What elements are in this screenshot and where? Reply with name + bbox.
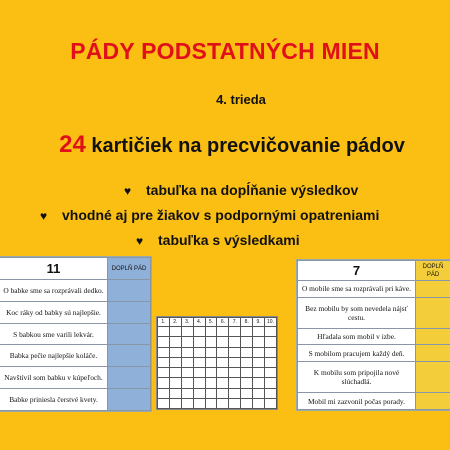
grid-cell[interactable]: [253, 368, 265, 378]
grid-cell[interactable]: [205, 347, 217, 357]
page-title: PÁDY PODSTATNÝCH MIEN: [70, 38, 380, 64]
grid-cell[interactable]: [241, 378, 253, 388]
grid-cell[interactable]: [217, 347, 229, 357]
grid-cell[interactable]: [158, 337, 170, 347]
card-right: [296, 259, 450, 411]
heart-icon: ♥: [136, 234, 144, 248]
answer-cell[interactable]: [108, 367, 151, 389]
grid-header: 8.: [241, 318, 253, 327]
grid-cell[interactable]: [181, 347, 193, 357]
grid-cell[interactable]: [241, 368, 253, 378]
grid-cell[interactable]: [241, 327, 253, 337]
grid-cell[interactable]: [241, 357, 253, 367]
sentence: Hľadala som mobil v izbe.: [298, 328, 416, 345]
grid-header: 6.: [217, 318, 229, 327]
grid-cell[interactable]: [265, 378, 277, 388]
grid-cell[interactable]: [229, 368, 241, 378]
sentence: Navštívil som babku v kúpeľoch.: [0, 367, 108, 389]
bullet-text: vhodné aj pre žiakov s podpornými opatreniami: [62, 207, 380, 223]
grid-cell[interactable]: [205, 337, 217, 347]
grid-cell[interactable]: [229, 398, 241, 408]
sentence: Babka pečie najlepšie koláče.: [0, 345, 108, 367]
grid-cell[interactable]: [265, 368, 277, 378]
grid-cell[interactable]: [193, 398, 205, 408]
grid-cell[interactable]: [181, 378, 193, 388]
grid-cell[interactable]: [241, 337, 253, 347]
card-number: 7: [298, 261, 416, 281]
grid-cell[interactable]: [158, 327, 170, 337]
answer-cell[interactable]: [416, 362, 450, 393]
sentence: O babke sme sa rozprávali dedko.: [0, 280, 108, 302]
answer-cell[interactable]: [416, 297, 450, 328]
grid-cell[interactable]: [193, 388, 205, 398]
fill-case-header: DOPLŇ PÁD: [416, 261, 450, 281]
grid-cell[interactable]: [181, 337, 193, 347]
grid-header: 3.: [181, 318, 193, 327]
grid-cell[interactable]: [241, 388, 253, 398]
grid-cell[interactable]: [265, 388, 277, 398]
grid-header: 9.: [253, 318, 265, 327]
grid-cell[interactable]: [205, 388, 217, 398]
heart-icon: ♥: [124, 184, 132, 198]
grid-cell[interactable]: [193, 378, 205, 388]
grid-cell[interactable]: [205, 398, 217, 408]
answer-cell[interactable]: [416, 328, 450, 345]
card-number: 11: [0, 258, 108, 280]
grid-cell[interactable]: [217, 378, 229, 388]
card-count: 24: [59, 131, 86, 158]
grid-cell[interactable]: [229, 388, 241, 398]
answer-cell[interactable]: [108, 280, 151, 302]
sentence: Koc ráky od babky sú najlepšie.: [0, 301, 108, 323]
answer-cell[interactable]: [108, 301, 151, 323]
headline-text: kartičiek na precvičovanie pádov: [91, 135, 405, 157]
grid-cell[interactable]: [193, 347, 205, 357]
grid-cell[interactable]: [217, 327, 229, 337]
grid-cell[interactable]: [265, 357, 277, 367]
grid-header: 5.: [205, 318, 217, 327]
grid-cell[interactable]: [158, 357, 170, 367]
answer-cell[interactable]: [108, 323, 151, 345]
grid-cell[interactable]: [217, 357, 229, 367]
grid-cell[interactable]: [253, 337, 265, 347]
grid-cell[interactable]: [265, 398, 277, 408]
grid-cell[interactable]: [217, 398, 229, 408]
grid-cell[interactable]: [169, 357, 181, 367]
grid-header: 7.: [229, 318, 241, 327]
sentence: O mobile sme sa rozprávali pri káve.: [298, 281, 416, 298]
grid-cell[interactable]: [241, 347, 253, 357]
grid-cell[interactable]: [181, 357, 193, 367]
grid-cell[interactable]: [158, 347, 170, 357]
grid-cell[interactable]: [181, 368, 193, 378]
grid-cell[interactable]: [181, 398, 193, 408]
results-grid: [156, 316, 278, 410]
grid-cell[interactable]: [253, 398, 265, 408]
sentence: Bez mobilu by som nevedela nájsť cestu.: [298, 297, 416, 328]
bullet-text: tabuľka s výsledkami: [158, 232, 300, 248]
grid-header: 1.: [158, 318, 170, 327]
grid-cell[interactable]: [205, 327, 217, 337]
grid-cell[interactable]: [253, 388, 265, 398]
grid-cell[interactable]: [253, 327, 265, 337]
grid-cell[interactable]: [193, 357, 205, 367]
grid-cell[interactable]: [205, 357, 217, 367]
grid-cell[interactable]: [158, 368, 170, 378]
bullet-text: tabuľka na dopĺňanie výsledkov: [146, 182, 359, 198]
bullet-item: [124, 182, 358, 198]
grid-cell[interactable]: [181, 388, 193, 398]
grid-cell[interactable]: [169, 337, 181, 347]
grid-cell[interactable]: [205, 368, 217, 378]
grid-cell[interactable]: [158, 378, 170, 388]
bullet-item: [136, 232, 300, 248]
grid-cell[interactable]: [169, 327, 181, 337]
grid-cell[interactable]: [193, 327, 205, 337]
bullet-item: [40, 207, 379, 223]
grid-cell[interactable]: [217, 368, 229, 378]
grid-cell[interactable]: [229, 327, 241, 337]
card-left: [0, 256, 152, 412]
grid-cell[interactable]: [169, 388, 181, 398]
grid-header: 4.: [193, 318, 205, 327]
grid-cell[interactable]: [229, 347, 241, 357]
grid-cell[interactable]: [253, 347, 265, 357]
grade-label: 4. trieda: [216, 92, 266, 107]
answer-cell[interactable]: [108, 345, 151, 367]
grid-cell[interactable]: [217, 388, 229, 398]
grid-cell[interactable]: [169, 368, 181, 378]
answer-cell[interactable]: [416, 281, 450, 298]
grid-cell[interactable]: [229, 357, 241, 367]
answer-cell[interactable]: [416, 393, 450, 410]
headline: [0, 131, 450, 159]
grid-cell[interactable]: [217, 337, 229, 347]
sentence: K mobilu som pripojila nové slúchadlá.: [298, 362, 416, 393]
grid-cell[interactable]: [169, 398, 181, 408]
sentence: S mobilom pracujem každý deň.: [298, 345, 416, 362]
grid-cell[interactable]: [193, 368, 205, 378]
grid-cell[interactable]: [253, 378, 265, 388]
grid-cell[interactable]: [229, 378, 241, 388]
grid-cell[interactable]: [158, 398, 170, 408]
grid-cell[interactable]: [158, 388, 170, 398]
sentence: S babkou sme varili lekvár.: [0, 323, 108, 345]
grid-cell[interactable]: [265, 347, 277, 357]
grid-header: 10.: [265, 318, 277, 327]
grid-cell[interactable]: [265, 337, 277, 347]
grid-cell[interactable]: [169, 347, 181, 357]
grid-cell[interactable]: [229, 337, 241, 347]
heart-icon: ♥: [40, 209, 48, 223]
answer-cell[interactable]: [416, 345, 450, 362]
grid-cell[interactable]: [205, 378, 217, 388]
grid-cell[interactable]: [253, 357, 265, 367]
sentence: Mobil mi zazvonil počas porady.: [298, 393, 416, 410]
grid-header: 2.: [169, 318, 181, 327]
grid-cell[interactable]: [241, 398, 253, 408]
sentence: Babke priniesla čerstvé kvety.: [0, 389, 108, 411]
grid-cell[interactable]: [181, 327, 193, 337]
grid-cell[interactable]: [193, 337, 205, 347]
fill-case-header: DOPLŇ PÁD: [108, 258, 151, 280]
grid-cell[interactable]: [169, 378, 181, 388]
answer-cell[interactable]: [108, 389, 151, 411]
grid-cell[interactable]: [265, 327, 277, 337]
